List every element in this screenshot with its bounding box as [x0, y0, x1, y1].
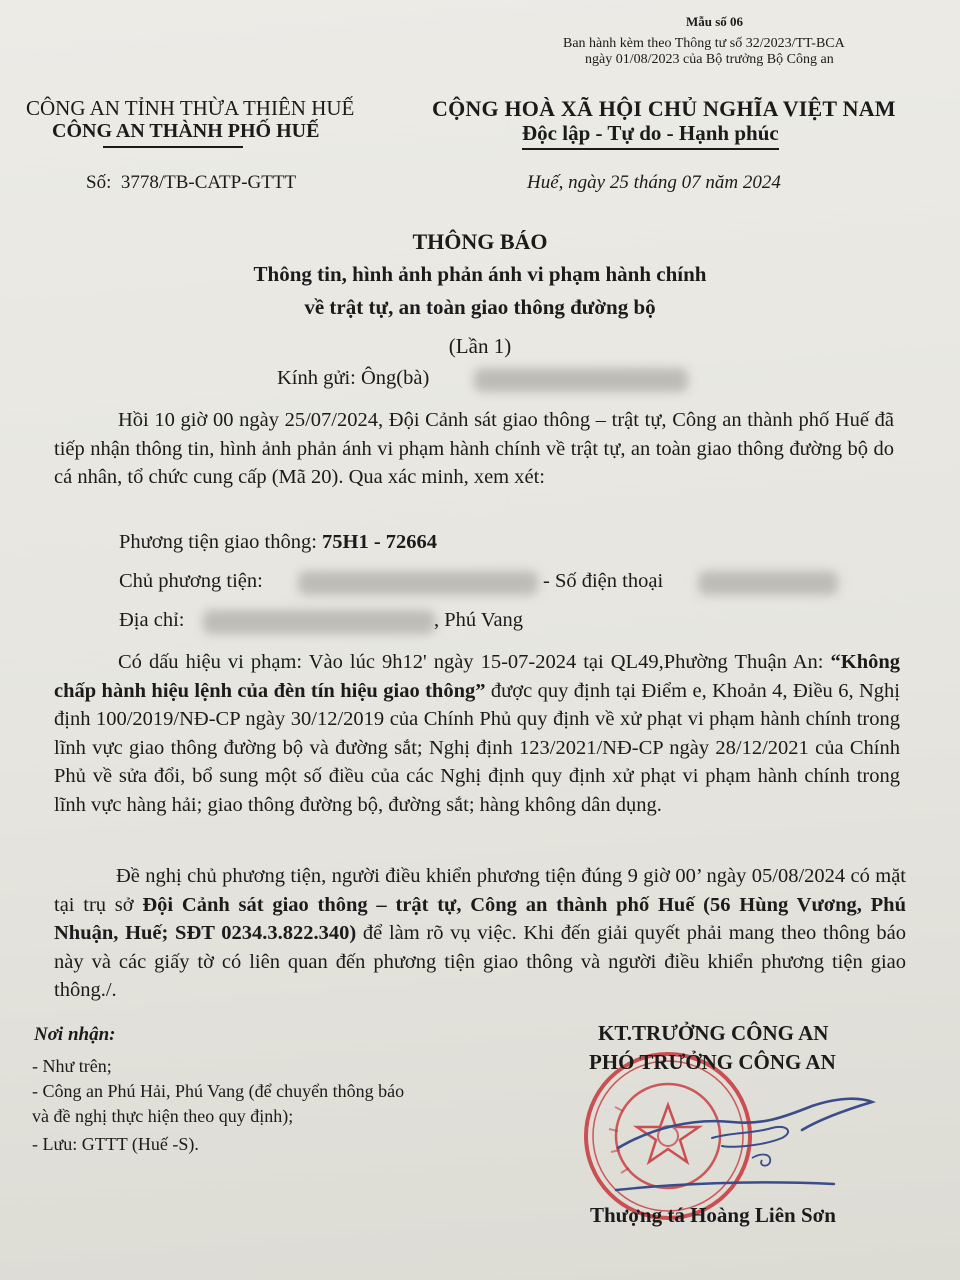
- vehicle-plate: 75H1 - 72664: [322, 531, 438, 553]
- request-rest: để làm rõ vụ việc. Khi đến giải quyết phải mang theo thông báo này và các giấy tờ có liên quan đến phương tiện giao thông và người điều khiển phương tiện giao thông./.: [54, 922, 906, 1001]
- vehicle-row: [119, 531, 437, 554]
- recipient-item: - Như trên;: [32, 1056, 112, 1076]
- motto: Độc lập - Tự do - Hạnh phúc: [522, 121, 779, 150]
- form-issued-line2: ngày 01/08/2023 của Bộ trưởng Bộ Công an: [585, 52, 834, 67]
- address-label: Địa chỉ:: [119, 609, 185, 631]
- nation-title: CỘNG HOÀ XÃ HỘI CHỦ NGHĨA VIỆT NAM: [432, 96, 896, 121]
- redacted-name: [474, 368, 688, 392]
- signer-name: Thượng tá Hoàng Liên Sơn: [590, 1203, 836, 1227]
- request-text: [54, 862, 906, 1005]
- violation-text: [54, 648, 900, 819]
- agency-underline: [103, 146, 243, 148]
- doc-subtitle-line1: Thông tin, hình ảnh phản ánh vi phạm hành chính: [253, 262, 707, 286]
- intro-text: Hồi 10 giờ 00 ngày 25/07/2024, Đội Cảnh sát giao thông – trật tự, Công an thành phố Huế đã tiếp nhận thông tin, hình ảnh phản ánh vi phạm hành chính về trật tự, an toàn giao thông đường bộ do cá nhân, tổ chức cung cấp (Mã 20). Qua xác minh, xem xét:: [54, 409, 894, 488]
- doc-subtitle-line2: về trật tự, an toàn giao thông đường bộ: [304, 295, 656, 319]
- address-district: , Phú Vang: [434, 609, 524, 631]
- signature-title-1: KT.TRƯỞNG CÔNG AN: [598, 1021, 829, 1045]
- violation-offense: “Không chấp hành hiệu lệnh của đèn tín hiệu giao thông”: [54, 651, 900, 702]
- signature-title-2: PHÓ TRƯỞNG CÔNG AN: [589, 1050, 836, 1074]
- owner-label: Chủ phương tiện:: [119, 570, 263, 592]
- recipient-item: - Lưu: GTTT (Huế -S).: [32, 1134, 199, 1154]
- agency-name-text: CÔNG AN THÀNH PHỐ HUẾ: [52, 120, 320, 142]
- vehicle-label: Phương tiện giao thông:: [119, 531, 317, 553]
- form-issued-line1: Ban hành kèm theo Thông tư số 32/2023/TT-BCA: [563, 36, 845, 51]
- redacted-phone: [698, 571, 838, 595]
- redacted-address: [203, 610, 435, 634]
- violation-legal-basis: được quy định tại Điểm e, Khoản 4, Điều 6, Nghị định 100/2019/NĐ-CP ngày 30/12/2019 của Chính Phủ quy định về xử phạt vi phạm hành chính trong lĩnh vực giao thông đường bộ và đường sắt; Nghị định 123/2021/NĐ-CP ngày 28/12/2021 của Chính Phủ về sửa đổi, bổ sung một số điều của các Nghị định quy định xử phạt vi phạm hành chính trong lĩnh vực hàng hải; giao thông đường bộ, đường sắt; hàng không dân dụng.: [54, 679, 900, 816]
- doc-number-label: Số:: [86, 172, 112, 193]
- recipients-title: Nơi nhận:: [34, 1024, 116, 1045]
- violation-intro: Có dấu hiệu vi phạm: Vào lúc 9h12' ngày 15-07-2024 tại QL49,Phường Thuận An:: [118, 651, 831, 673]
- violation-paragraph: [54, 648, 900, 819]
- intro-paragraph: [54, 406, 894, 492]
- notice-instance: (Lần 1): [448, 334, 512, 358]
- redacted-owner: [298, 571, 538, 595]
- place-date: Huế, ngày 25 tháng 07 năm 2024: [527, 172, 781, 193]
- request-paragraph: [54, 862, 906, 1005]
- document-number: [86, 172, 296, 194]
- phone-label: - Số điện thoại: [543, 570, 664, 592]
- addressee-label: Kính gửi: Ông(bà): [277, 367, 430, 389]
- request-location: Đội Cảnh sát giao thông – trật tự, Công an thành phố Huế (56 Hùng Vương, Phú Nhuận, Huế; SĐT 0234.3.822.340): [54, 893, 906, 944]
- recipient-item: và đề nghị thực hiện theo quy định);: [32, 1106, 294, 1126]
- agency-parent: CÔNG AN TỈNH THỪA THIÊN HUẾ: [26, 96, 355, 120]
- handwritten-signature-icon: [612, 1088, 882, 1198]
- agency-name: [52, 120, 319, 143]
- recipient-item: - Công an Phú Hải, Phú Vang (để chuyển thông báo: [32, 1081, 405, 1101]
- request-intro: Đề nghị chủ phương tiện, người điều khiển phương tiện đúng 9 giờ 00’ ngày 05/08/2024 có mặt tại trụ sở: [54, 865, 906, 916]
- form-number: Mẫu số 06: [686, 14, 744, 29]
- doc-title: THÔNG BÁO: [412, 229, 548, 254]
- doc-number-value: 3778/TB-CATP-GTTT: [120, 172, 297, 193]
